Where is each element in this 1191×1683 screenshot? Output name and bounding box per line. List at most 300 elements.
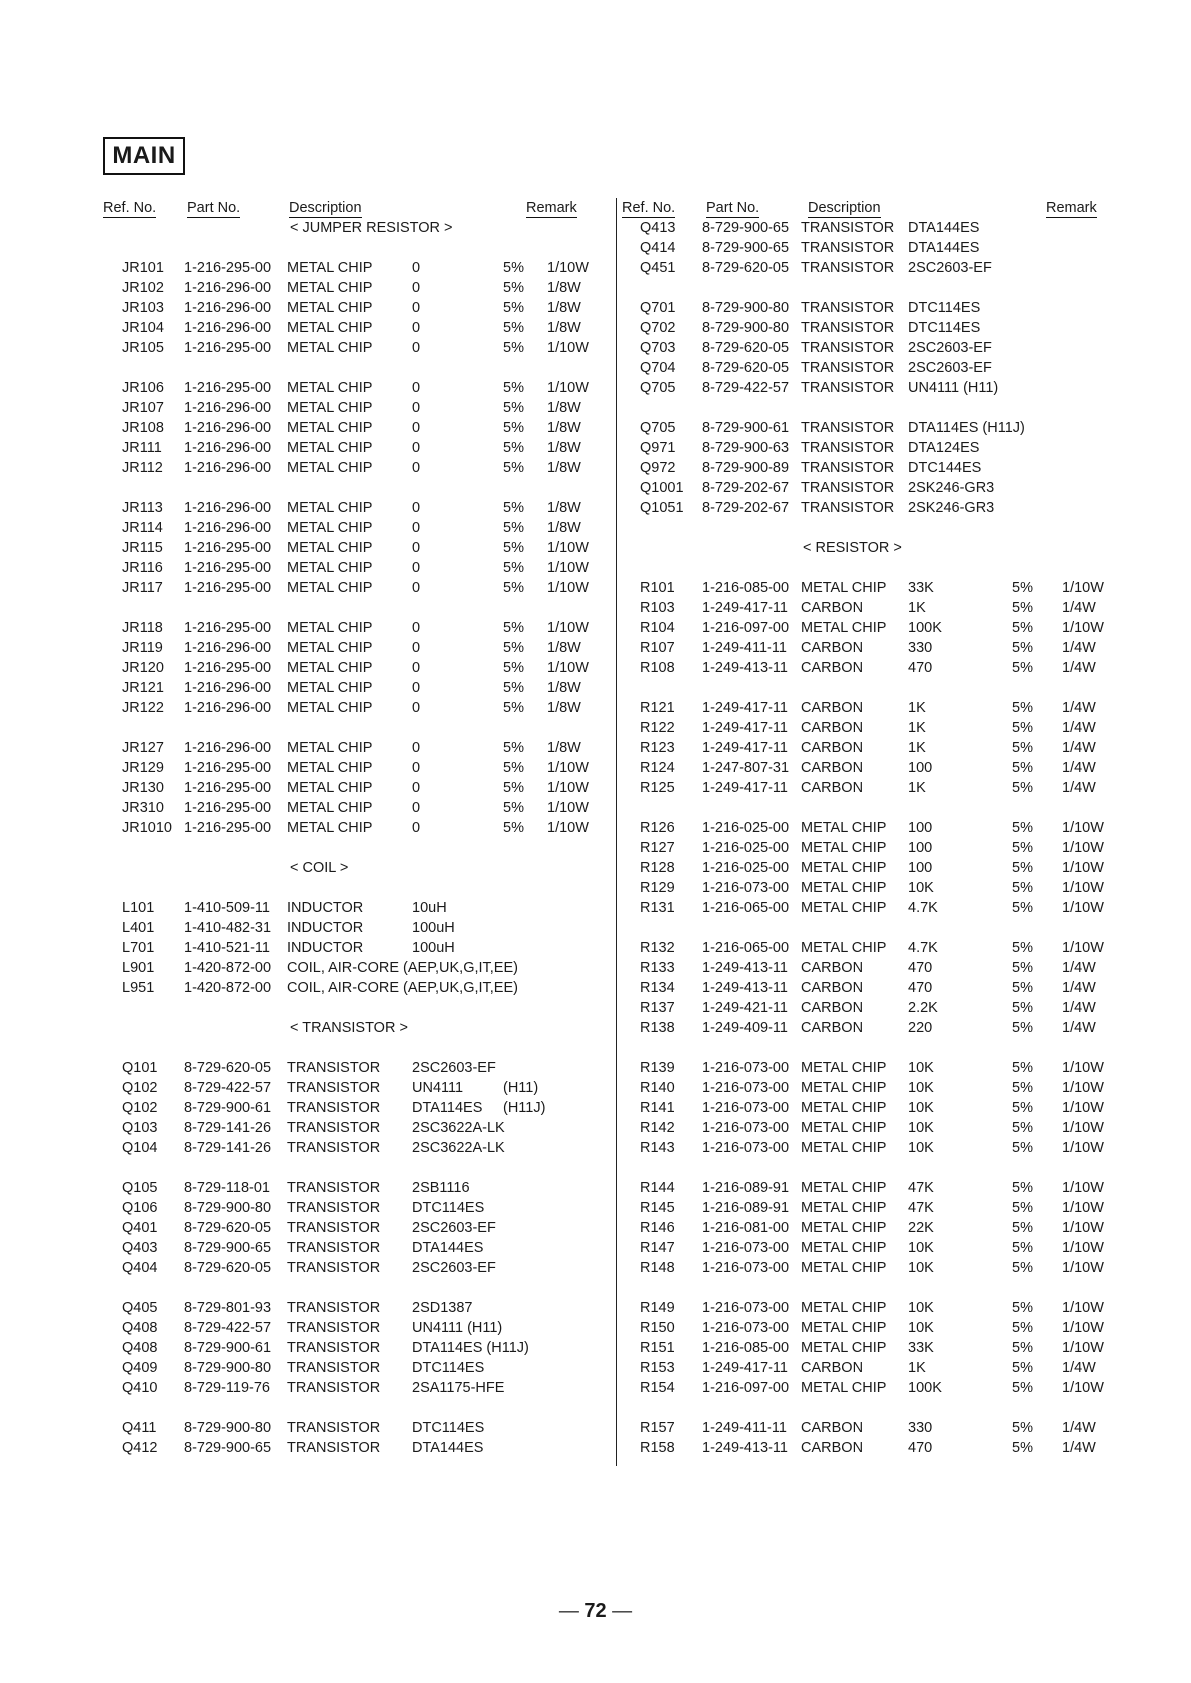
cell-tolerance: 5% [1012,1300,1033,1316]
cell-tolerance: 5% [503,380,524,396]
cell-rating: 1/4W [1062,1420,1096,1436]
cell-tolerance: 5% [1012,1200,1033,1216]
cell-tolerance: 5% [1012,1180,1033,1196]
cell-ref-no: R158 [640,1440,675,1456]
cell-value: 22K [908,1220,934,1236]
cell-ref-no: R125 [640,780,675,796]
cell-rating: 1/10W [1062,1380,1104,1396]
cell-ref-no: R140 [640,1080,675,1096]
header-ref-left: Ref. No. [103,200,157,216]
cell-value: DTA144ES [908,240,980,256]
cell-description: METAL CHIP [801,1220,887,1236]
cell-rating: 1/4W [1062,1020,1096,1036]
cell-description: METAL CHIP [287,640,373,656]
cell-value: DTC114ES [412,1420,485,1436]
cell-value: 10K [908,1120,934,1136]
cell-ref-no: JR116 [122,560,163,576]
cell-rating: 1/10W [547,820,589,836]
cell-part-no: 1-420-872-00 [184,980,272,996]
cell-description: METAL CHIP [801,620,887,636]
cell-description: METAL CHIP [287,820,373,836]
cell-value: 0 [412,760,421,776]
cell-ref-no: L401 [122,920,155,936]
cell-ref-no: JR118 [122,620,163,636]
cell-rating: 1/4W [1062,1440,1096,1456]
cell-value: UN4111 [412,1080,464,1096]
cell-value: DTA144ES [412,1240,484,1256]
cell-value: 1K [908,700,926,716]
cell-value: 4.7K [908,940,938,956]
cell-rating: 1/4W [1062,740,1096,756]
cell-ref-no: JR115 [122,540,163,556]
cell-value: 0 [412,460,421,476]
cell-value: DTC114ES [908,300,981,316]
cell-value: 2SD1387 [412,1300,473,1316]
cell-tolerance: 5% [503,280,524,296]
cell-ref-no: Q705 [640,380,676,396]
cell-description: METAL CHIP [801,1340,887,1356]
cell-description: METAL CHIP [287,620,373,636]
cell-ref-no: JR102 [122,280,164,296]
cell-value: 0 [412,740,421,756]
cell-rating: 1/8W [547,460,581,476]
cell-part-no: 1-249-413-11 [702,1440,788,1456]
cell-rating: 1/10W [1062,1180,1104,1196]
cell-rating: 1/10W [1062,1060,1104,1076]
cell-description: TRANSISTOR [287,1180,381,1196]
cell-rating: 1/8W [547,320,581,336]
cell-part-no: 1-216-295-00 [184,620,272,636]
cell-part-no: 1-249-409-11 [702,1020,788,1036]
cell-tolerance: 5% [1012,620,1033,636]
cell-ref-no: R121 [640,700,675,716]
cell-part-no: 1-216-097-00 [702,1380,790,1396]
cell-ref-no: Q411 [122,1420,157,1436]
cell-rating: 1/8W [547,280,581,296]
cell-part-no: 1-420-872-00 [184,960,272,976]
cell-value: 2SC2603-EF [908,260,992,276]
cell-rating: 1/8W [547,440,581,456]
cell-ref-no: Q702 [640,320,676,336]
cell-description: TRANSISTOR [801,420,895,436]
cell-description: TRANSISTOR [287,1200,381,1216]
cell-value: DTC114ES [412,1200,485,1216]
cell-part-no: 8-729-118-01 [184,1180,270,1196]
cell-description: CARBON [801,1360,864,1376]
cell-rating: 1/8W [547,740,581,756]
cell-tolerance: 5% [503,440,524,456]
cell-ref-no: Q408 [122,1340,158,1356]
cell-ref-no: R137 [640,1000,675,1016]
cell-ref-no: R141 [640,1100,675,1116]
cell-value: 4.7K [908,900,938,916]
cell-value: 47K [908,1180,934,1196]
cell-description: TRANSISTOR [287,1100,381,1116]
cell-value: DTA114ES (H11J) [412,1340,529,1356]
cell-rating: 1/10W [1062,1240,1104,1256]
cell-ref-no: JR111 [122,440,162,456]
cell-rating: 1/8W [547,300,581,316]
cell-description: METAL CHIP [287,760,373,776]
cell-tolerance: 5% [1012,840,1033,856]
cell-value: 0 [412,440,421,456]
cell-description: CARBON [801,1000,864,1016]
cell-part-no: 8-729-202-67 [702,500,790,516]
cell-description: CARBON [801,980,864,996]
cell-part-no: 1-249-417-11 [702,740,788,756]
cell-ref-no: JR122 [122,700,164,716]
cell-ref-no: Q414 [640,240,676,256]
cell-tolerance: 5% [1012,980,1033,996]
cell-tolerance: 5% [1012,1020,1033,1036]
cell-tolerance: 5% [503,400,524,416]
cell-description: TRANSISTOR [287,1140,381,1156]
cell-tolerance: 5% [503,680,524,696]
cell-ref-no: Q401 [122,1220,158,1236]
cell-part-no: 8-729-620-05 [184,1060,272,1076]
cell-rating: 1/10W [1062,880,1104,896]
cell-rating: 1/4W [1062,960,1096,976]
cell-tolerance: 5% [1012,1120,1033,1136]
cell-description: METAL CHIP [287,300,373,316]
cell-tolerance: 5% [1012,660,1033,676]
cell-rating: 1/4W [1062,780,1096,796]
cell-value: DTA124ES [908,440,980,456]
cell-part-no: 8-729-900-80 [184,1360,272,1376]
cell-rating: 1/10W [1062,1100,1104,1116]
cell-tolerance: 5% [1012,700,1033,716]
cell-ref-no: R154 [640,1380,675,1396]
cell-part-no: 8-729-900-65 [702,220,790,236]
cell-ref-no: Q972 [640,460,676,476]
cell-ref-no: R142 [640,1120,675,1136]
cell-value: 1K [908,600,926,616]
cell-part-no: 1-216-065-00 [702,900,790,916]
cell-rating: 1/10W [547,380,589,396]
cell-rating: 1/10W [547,560,589,576]
cell-description: TRANSISTOR [287,1300,381,1316]
cell-description: COIL, AIR-CORE (AEP,UK,G,IT,EE) [287,960,518,976]
cell-part-no: 1-216-296-00 [184,700,272,716]
cell-rating: 1/10W [1062,1120,1104,1136]
cell-part-no: 1-249-417-11 [702,700,788,716]
cell-ref-no: R138 [640,1020,675,1036]
cell-description: CARBON [801,640,864,656]
cell-ref-no: JR105 [122,340,164,356]
cell-ref-no: JR130 [122,780,164,796]
header-remark-right: Remark [1046,200,1097,216]
cell-description: METAL CHIP [801,820,887,836]
cell-part-no: 1-216-073-00 [702,1320,790,1336]
cell-part-no: 1-216-073-00 [702,1080,790,1096]
cell-tolerance: 5% [503,540,524,556]
cell-tolerance: 5% [503,260,524,276]
cell-ref-no: R143 [640,1140,675,1156]
cell-description: METAL CHIP [287,680,373,696]
cell-tolerance: 5% [503,560,524,576]
cell-value: 0 [412,560,421,576]
cell-part-no: 1-216-295-00 [184,560,272,576]
cell-rating: 1/8W [547,700,581,716]
cell-value: 1K [908,780,926,796]
cell-part-no: 1-410-521-11 [184,940,270,956]
cell-part-no: 8-729-422-57 [184,1080,272,1096]
cell-rating: 1/10W [547,760,589,776]
cell-value: 470 [908,660,933,676]
cell-value: 47K [908,1200,934,1216]
cell-ref-no: Q971 [640,440,676,456]
cell-part-no: 1-216-296-00 [184,680,272,696]
cell-ref-no: R144 [640,1180,675,1196]
cell-ref-no: JR1010 [122,820,172,836]
cell-part-no: 1-249-417-11 [702,1360,788,1376]
cell-value: 1K [908,720,926,736]
cell-value: 0 [412,300,421,316]
cell-rating: 1/8W [547,500,581,516]
cell-description: METAL CHIP [287,440,373,456]
cell-ref-no: L901 [122,960,155,976]
cell-description: INDUCTOR [287,920,364,936]
cell-value: 0 [412,800,421,816]
cell-rating: 1/10W [1062,820,1104,836]
cell-tolerance: 5% [503,660,524,676]
cell-part-no: 1-410-482-31 [184,920,272,936]
cell-rating: 1/10W [547,780,589,796]
cell-ref-no: Q410 [122,1380,158,1396]
cell-ref-no: R104 [640,620,675,636]
cell-value: 330 [908,1420,933,1436]
cell-value: 100 [908,820,933,836]
cell-ref-no: R101 [640,580,675,596]
cell-rating: 1/4W [1062,760,1096,776]
cell-part-no: 1-216-295-00 [184,380,272,396]
cell-rating: 1/8W [547,520,581,536]
cell-description: TRANSISTOR [287,1360,381,1376]
cell-ref-no: Q102 [122,1100,158,1116]
cell-description: TRANSISTOR [801,300,895,316]
cell-description: METAL CHIP [801,1100,887,1116]
cell-part-no: 8-729-119-76 [184,1380,270,1396]
cell-ref-no: R148 [640,1260,675,1276]
cell-description: METAL CHIP [801,1120,887,1136]
cell-rating: 1/10W [1062,940,1104,956]
cell-rating: 1/8W [547,420,581,436]
cell-description: TRANSISTOR [287,1060,381,1076]
cell-part-no: 1-216-296-00 [184,300,272,316]
cell-rating: 1/4W [1062,640,1096,656]
cell-value: UN4111 (H11) [412,1320,503,1336]
cell-description: METAL CHIP [801,1380,887,1396]
cell-value: 220 [908,1020,933,1036]
cell-tolerance: 5% [1012,860,1033,876]
cell-part-no: 1-216-073-00 [702,1060,790,1076]
cell-ref-no: JR112 [122,460,163,476]
cell-part-no: 1-216-296-00 [184,640,272,656]
cell-description: METAL CHIP [287,400,373,416]
cell-rating: 1/4W [1062,660,1096,676]
cell-value: 0 [412,680,421,696]
cell-value: 0 [412,280,421,296]
cell-rating: 1/10W [547,800,589,816]
cell-ref-no: Q102 [122,1080,158,1096]
header-desc-right: Description [808,200,881,216]
page-number: — 72 — [558,1600,633,1622]
cell-part-no: 1-216-025-00 [702,840,790,856]
cell-ref-no: Q403 [122,1240,158,1256]
cell-description: TRANSISTOR [801,380,895,396]
cell-value: 10K [908,1320,934,1336]
cell-description: METAL CHIP [801,1200,887,1216]
cell-rating: 1/4W [1062,720,1096,736]
cell-rating: 1/10W [1062,840,1104,856]
cell-part-no: 8-729-900-80 [702,300,790,316]
cell-value: 2SC2603-EF [908,340,992,356]
cell-value: DTA114ES (H11J) [908,420,1025,436]
cell-part-no: 1-216-025-00 [702,860,790,876]
cell-part-no: 1-216-065-00 [702,940,790,956]
cell-description: TRANSISTOR [287,1380,381,1396]
cell-tolerance: 5% [1012,720,1033,736]
cell-part-no: 1-216-081-00 [702,1220,790,1236]
cell-tolerance: 5% [1012,600,1033,616]
cell-tolerance: 5% [503,780,524,796]
cell-description: CARBON [801,1020,864,1036]
cell-tolerance: 5% [503,520,524,536]
cell-value: 100 [908,840,933,856]
cell-part-no: 1-216-296-00 [184,740,272,756]
cell-value: 10K [908,1140,934,1156]
cell-ref-no: JR114 [122,520,163,536]
cell-description: METAL CHIP [801,1140,887,1156]
cell-ref-no: JR129 [122,760,164,776]
cell-description: COIL, AIR-CORE (AEP,UK,G,IT,EE) [287,980,518,996]
cell-description: METAL CHIP [801,1060,887,1076]
cell-tolerance: 5% [503,760,524,776]
cell-part-no: 1-216-073-00 [702,1260,790,1276]
cell-value: DTC114ES [412,1360,485,1376]
cell-ref-no: L951 [122,980,155,996]
cell-ref-no: JR127 [122,740,164,756]
cell-part-no: 1-410-509-11 [184,900,270,916]
cell-description: METAL CHIP [801,1180,887,1196]
cell-ref-no: JR101 [122,260,164,276]
cell-tolerance: 5% [1012,1380,1033,1396]
cell-description: METAL CHIP [801,860,887,876]
cell-part-no: 1-216-296-00 [184,460,272,476]
cell-value: 100K [908,620,942,636]
cell-description: METAL CHIP [801,880,887,896]
cell-part-no: 1-249-417-11 [702,780,788,796]
cell-description: METAL CHIP [287,660,373,676]
cell-description: TRANSISTOR [287,1320,381,1336]
cell-part-no: 8-729-202-67 [702,480,790,496]
cell-part-no: 8-729-900-65 [702,240,790,256]
cell-description: METAL CHIP [801,840,887,856]
cell-ref-no: JR121 [122,680,164,696]
cell-part-no: 1-216-073-00 [702,1140,790,1156]
section-heading: < JUMPER RESISTOR > [290,220,453,236]
cell-part-no: 1-216-296-00 [184,500,272,516]
cell-ref-no: JR117 [122,580,163,596]
cell-ref-no: JR108 [122,420,164,436]
cell-tolerance: 5% [1012,780,1033,796]
cell-tolerance: 5% [1012,1340,1033,1356]
cell-description: TRANSISTOR [801,360,895,376]
cell-part-no: 1-249-413-11 [702,960,788,976]
cell-part-no: 1-216-073-00 [702,1100,790,1116]
cell-rating: 1/4W [1062,600,1096,616]
cell-value: UN4111 (H11) [908,380,999,396]
cell-ref-no: JR103 [122,300,164,316]
cell-tolerance: 5% [503,340,524,356]
cell-part-no: 1-249-411-11 [702,1420,787,1436]
cell-tolerance: 5% [1012,640,1033,656]
cell-ref-no: JR104 [122,320,164,336]
cell-rating: 1/10W [1062,1260,1104,1276]
cell-value: 2SC2603-EF [908,360,992,376]
cell-part-no: 8-729-620-05 [184,1260,272,1276]
cell-value: 0 [412,500,421,516]
cell-description: METAL CHIP [287,700,373,716]
cell-description: CARBON [801,1440,864,1456]
cell-description: CARBON [801,740,864,756]
cell-value: DTA144ES [908,220,980,236]
cell-part-no: 1-216-296-00 [184,320,272,336]
cell-description: INDUCTOR [287,900,364,916]
cell-ref-no: R107 [640,640,675,656]
cell-description: TRANSISTOR [801,460,895,476]
cell-description: METAL CHIP [287,800,373,816]
cell-value: 2SC2603-EF [412,1060,496,1076]
cell-value: 0 [412,640,421,656]
cell-tolerance: 5% [503,460,524,476]
cell-ref-no: L101 [122,900,155,916]
cell-value: 2SC3622A-LK [412,1140,505,1156]
cell-ref-no: R153 [640,1360,675,1376]
cell-description: TRANSISTOR [801,320,895,336]
cell-value: 100uH [412,940,455,956]
section-title: MAIN [103,137,185,175]
cell-ref-no: R124 [640,760,675,776]
cell-value: 2SK246-GR3 [908,480,995,496]
cell-value: 0 [412,700,421,716]
cell-ref-no: Q703 [640,340,676,356]
cell-part-no: 8-729-900-89 [702,460,790,476]
header-part-right: Part No. [706,200,760,216]
cell-description: METAL CHIP [801,940,887,956]
cell-ref-no: R133 [640,960,675,976]
cell-description: METAL CHIP [287,260,373,276]
cell-ref-no: Q105 [122,1180,158,1196]
cell-value: 10K [908,1240,934,1256]
cell-description: TRANSISTOR [287,1440,381,1456]
cell-part-no: 1-216-296-00 [184,520,272,536]
cell-description: METAL CHIP [801,1320,887,1336]
cell-description: TRANSISTOR [801,440,895,456]
cell-tolerance: 5% [1012,1080,1033,1096]
cell-part-no: 8-729-620-05 [184,1220,272,1236]
header-ref-right: Ref. No. [622,200,676,216]
cell-tolerance: 5% [503,420,524,436]
cell-description: TRANSISTOR [801,340,895,356]
cell-value: 0 [412,260,421,276]
cell-part-no: 1-249-411-11 [702,640,787,656]
cell-ref-no: Q705 [640,420,676,436]
cell-description: TRANSISTOR [801,240,895,256]
cell-ref-no: Q408 [122,1320,158,1336]
cell-part-no: 8-729-801-93 [184,1300,272,1316]
cell-description: METAL CHIP [801,1240,887,1256]
